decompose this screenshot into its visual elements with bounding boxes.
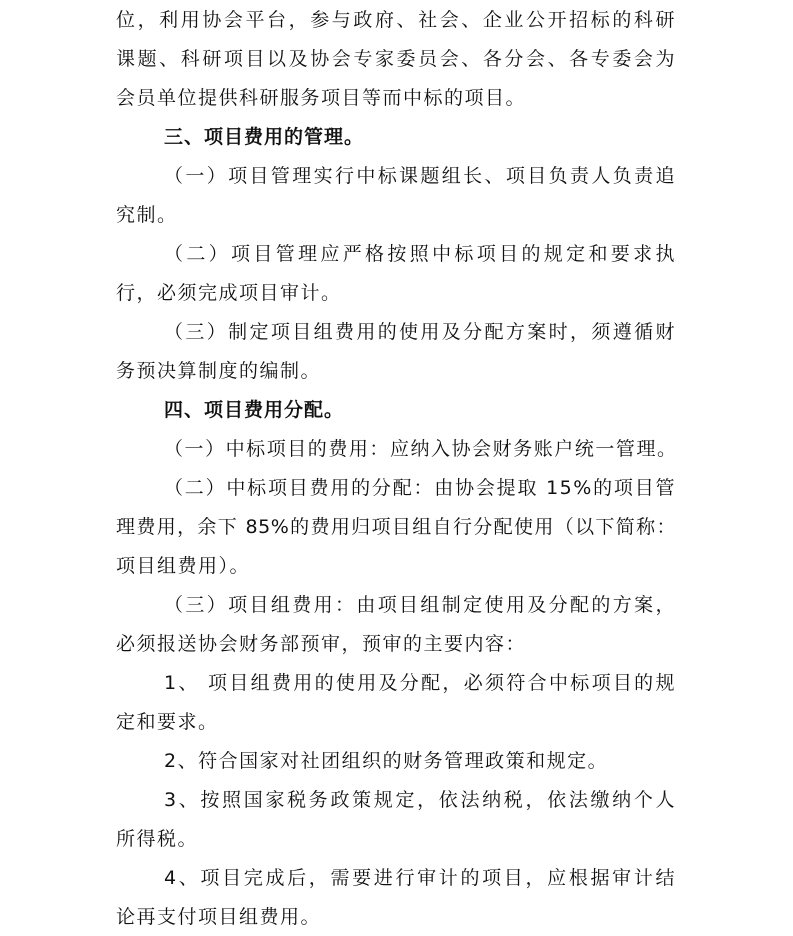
paragraph-line: 定和要求。	[116, 711, 219, 733]
section-heading-3: 三、项目费用的管理。	[164, 126, 365, 148]
paragraph-line: （三）制定项目组费用的使用及分配方案时，须遵循财	[164, 321, 676, 343]
paragraph-line: 会员单位提供科研服务项目等而中标的项目。	[116, 87, 527, 109]
paragraph-line: 究制。	[116, 204, 178, 226]
paragraph-line: 课题、科研项目以及协会专家委员会、各分会、各专委会为	[116, 48, 676, 70]
paragraph-line: 所得税。	[116, 828, 199, 850]
paragraph-line: 必须报送协会财务部预审，预审的主要内容：	[116, 633, 527, 655]
paragraph-line: 论再支付项目组费用。	[116, 906, 322, 928]
paragraph-line: （三）项目组费用：由项目组制定使用及分配的方案，	[164, 594, 676, 616]
list-item-4: 4、项目完成后，需要进行审计的项目，应根据审计结	[164, 867, 676, 889]
list-item-1: 1、 项目组费用的使用及分配，必须符合中标项目的规	[164, 672, 676, 694]
paragraph-line: 理费用，余下 85%的费用归项目组自行分配使用（以下简称：	[116, 516, 676, 538]
paragraph-line: 项目组费用）。	[116, 555, 251, 577]
paragraph-line: （一）项目管理实行中标课题组长、项目负责人负责追	[164, 165, 676, 187]
paragraph-line: （一）中标项目的费用：应纳入协会财务账户统一管理。	[164, 438, 676, 460]
paragraph-line: （二）中标项目费用的分配：由协会提取 15%的项目管	[164, 477, 676, 499]
paragraph-line: （二）项目管理应严格按照中标项目的规定和要求执	[164, 243, 676, 265]
paragraph-line: 行，必须完成项目审计。	[116, 282, 342, 304]
list-item-3: 3、按照国家税务政策规定，依法纳税，依法缴纳个人	[164, 789, 676, 811]
section-heading-4: 四、项目费用分配。	[164, 399, 345, 421]
paragraph-line: 位，利用协会平台，参与政府、社会、企业公开招标的科研	[116, 9, 676, 31]
list-item-2: 2、符合国家对社团组织的财务管理政策和规定。	[164, 750, 609, 772]
paragraph-line: 务预决算制度的编制。	[116, 360, 322, 382]
